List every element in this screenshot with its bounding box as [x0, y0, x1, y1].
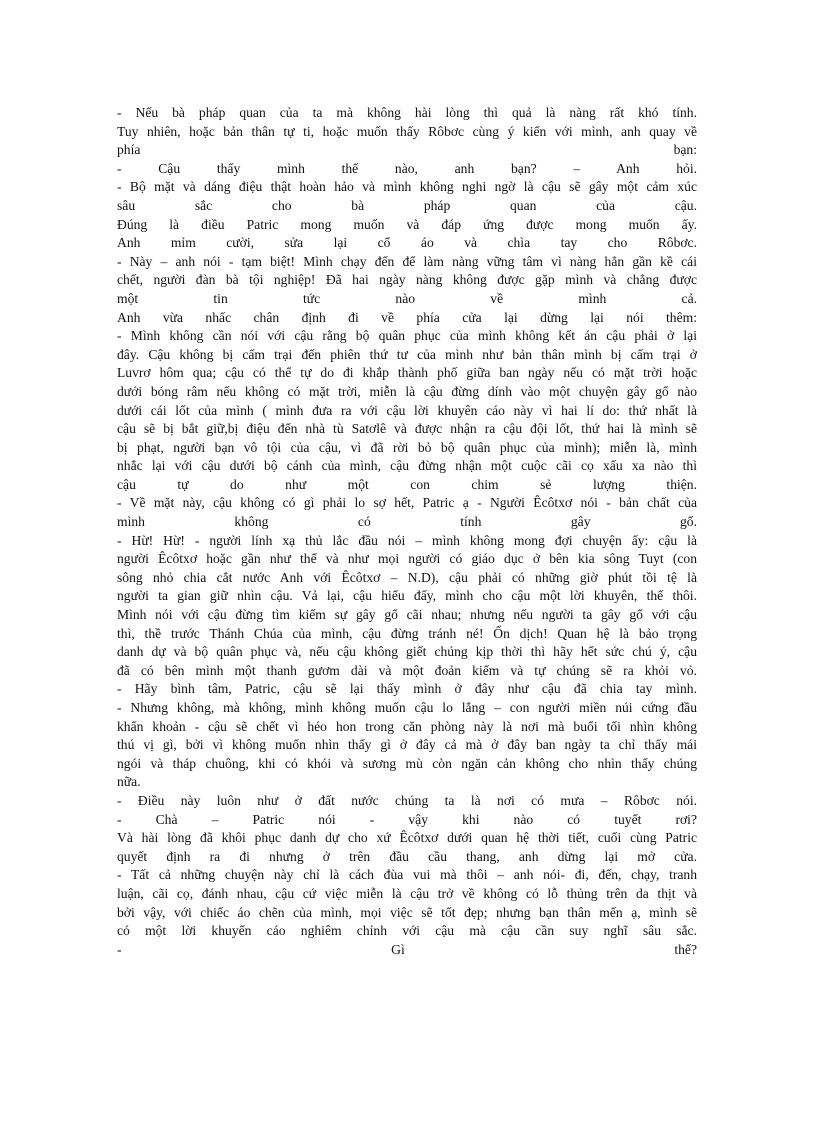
text-line: phía bạn:: [117, 142, 697, 158]
text-line: dưới cái lốt của mình ( mình đưa ra với cậu lời khuyên cáo này vì hai lí do: thứ nhất là: [117, 402, 697, 418]
text-line: thú vị gì, bởi vì không muốn nhìn thấy gì ở đây cả mà ở đây ban ngày ta chỉ thấy mái: [117, 737, 697, 753]
text-line: người ta gian giữ nhìn cậu. Vả lại, cậu hiểu đấy, mình cho cậu một lời khuyên, thế thôi.: [117, 588, 697, 604]
text-line: Đúng là điều Patric mong muốn và đáp ứng được mong muốn ấy.: [117, 216, 697, 232]
text-line: - Chà – Patric nói - vậy khi nào có tuyết rơi?: [117, 811, 697, 827]
text-line: - Nhưng không, mà không, mình không muốn cậu lo lắng – con người miền núi cứng đầu: [117, 700, 697, 715]
text-line: ngói và tháp chuông, khi có khói và sương mù còn ngăn cản không cho nhìn thấy chúng: [117, 755, 697, 771]
text-line: mình không có tính gây gổ.: [117, 514, 697, 530]
text-line: - Hãy bình tâm, Patric, cậu sẽ lại thấy mình ở đây như cậu đã chia tay mình.: [117, 681, 697, 697]
text-line: chết, người đàn bà tội nghiệp! Đã hai ngày nàng không được gặp mình và chẳng được: [117, 272, 697, 288]
text-line: Mình nói với cậu đừng tìm kiếm sự gây gổ cãi nhau; nhưng nếu người ta gây gổ với cậu: [117, 607, 697, 623]
text-line: danh dự và bộ quân phục và, nếu cậu không giết chúng kịp thời thì hãy hết sức chú ý, cậu: [117, 644, 697, 660]
text-line: nhắc lại với cậu dưới bộ cánh của mình, cậu đừng nhận một cuộc cãi cọ xấu xa nào thì: [117, 458, 697, 474]
text-line: - Gì thế?: [117, 941, 697, 957]
text-line: đây. Cậu không bị cấm trại đến phiên thứ tư của mình như bản thân mình bị cấm trại ở: [117, 346, 697, 362]
text-line: bởi vậy, với chiếc áo chẽn của mình, mọi việc sẽ tốt đẹp; nhưng bạn thân mến ạ, mình sẽ: [117, 904, 697, 920]
text-line: - Nếu bà pháp quan của ta mà không hài lòng thì quả là nàng rất khó tính.: [117, 105, 697, 120]
text-line: - Về mặt này, cậu không có gì phải lo sợ hết, Patric ạ - Người Êcôtxơ nói - bản chất của: [117, 495, 697, 511]
text-line: - Cậu thấy mình thế nào, anh bạn? – Anh hỏi.: [117, 160, 697, 176]
text-line: có một lời khuyến cáo nghiêm chỉnh với cậu mà cậu cần suy nghĩ sâu sắc.: [117, 923, 697, 939]
text-line: cậu tự do như một con chim sẻ lượng thiện.: [117, 476, 697, 492]
text-line: - Mình không cần nói với cậu rằng bộ quân phục của mình không kết án cậu phải ở lại: [117, 328, 697, 344]
text-line: Tuy nhiên, hoặc bản thân tự ti, hoặc muốn thấy Rôbơc cùng ý kiến với mình, anh quay về: [117, 123, 697, 139]
text-line: dưới bóng râm nếu không có mặt trời, miễn là cậu đừng dính vào một chuyện gây gổ nào: [117, 383, 697, 399]
text-line: cậu sẽ bị bắt giữ,bị điệu đến nhà tù Satơlê và được nhận ra cậu đội lốt, thứ hai là mình sẽ: [117, 421, 697, 437]
text-line: Anh mỉm cười, sửa lại cổ áo và chìa tay cho Rôbơc.: [117, 235, 697, 251]
text-line: Luvrơ hôm qua; cậu có thể tự do đi khắp thành phố giữa ban ngày nếu có mặt trời hoặc: [117, 365, 697, 381]
text-line: - Tất cả những chuyện này chỉ là cách đùa vui mà thôi – anh nói- đi, đến, chạy, tranh: [117, 867, 697, 883]
text-line: - Bộ mặt và dáng điệu thật hoàn hảo và mình không nghi ngờ là cậu sẽ gây một cảm xúc: [117, 179, 697, 195]
document-page: [117, 104, 697, 959]
text-line: luận, cãi cọ, đánh nhau, cậu cứ việc miễn là cậu trở về không có lỗ thủng trên da thịt và: [117, 885, 697, 901]
text-line: thì, thề trước Thánh Chúa của mình, cậu đừng tránh né! Ổn dịch! Quan hệ là bảo trọng: [117, 625, 697, 641]
text-line: nữa.: [117, 774, 141, 790]
text-line: - Này – anh nói - tạm biệt! Mình chạy đến để làm nàng vững tâm vì nàng hẳn gần kề cái: [117, 253, 697, 269]
text-line: Và hài lòng đã khôi phục danh dự cho xứ Êcôtxơ dưới quan hệ thời tiết, cuối cùng Patric: [117, 830, 697, 846]
text-line: - Hừ! Hừ! - người lính xạ thủ lắc đầu nói – mình không mong đợi chuyện ấy: cậu là: [117, 532, 697, 548]
text-line: - Điều này luôn như ở đất nước chúng ta là nơi có mưa – Rôbơc nói.: [117, 792, 697, 808]
text-line: khẩn khoản - cậu sẽ chết vì héo hon trong căn phòng này là nơi mà buổi tối nhìn không: [117, 718, 697, 734]
text-line: Anh vừa nhấc chân định đi về phía cửa lại dừng lại nói thêm:: [117, 309, 697, 325]
text-line: người Êcôtxơ hoặc gần như thế và như mọi người có giáo dục ở bên kia sông Tuyt (con: [117, 551, 697, 567]
text-line: một tin tức nào về mình cả.: [117, 290, 697, 306]
text-line: sâu sắc cho bà pháp quan của cậu.: [117, 197, 697, 213]
text-line: sông nhỏ chia cắt nước Anh với Êcôtxơ – N.D), cậu phải có những giờ phút tồi tệ là: [117, 569, 697, 585]
text-line: quyết định ra đi nhưng ở trên đầu cầu thang, anh dừng lại mở cửa.: [117, 848, 697, 864]
text-line: đã có bên mình một thanh gươm dài và một đoản kiếm và tự chúng sẽ ra khỏi vỏ.: [117, 662, 697, 678]
text-line: bị phạt, người bạn vô tội của cậu, vì đã rời bỏ bộ quân phục của mình); miễn là, mình: [117, 439, 697, 455]
